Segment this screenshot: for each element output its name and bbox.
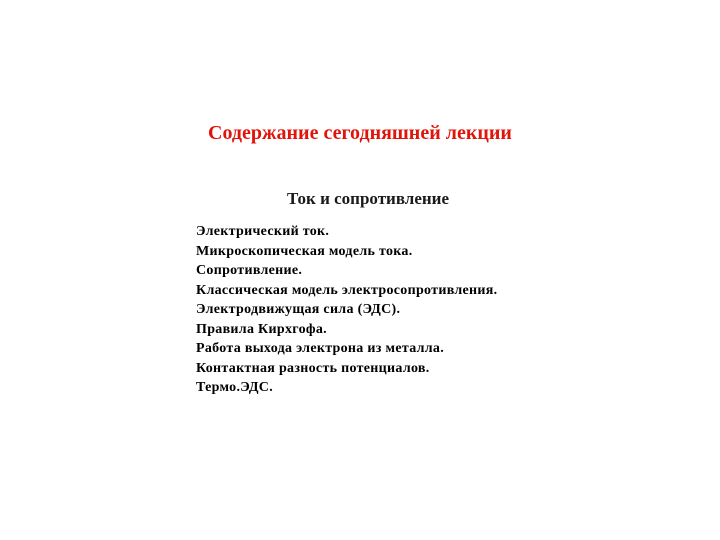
list-item: Правила Кирхгофа. bbox=[196, 321, 327, 337]
topic-list bbox=[196, 222, 497, 398]
list-item: Микроскопическая модель тока. bbox=[196, 243, 413, 259]
list-item: Контактная разность потенциалов. bbox=[196, 360, 430, 376]
list-item: Электродвижущая сила (ЭДС). bbox=[196, 302, 401, 317]
list-item: Сопротивление. bbox=[196, 263, 303, 278]
list-item: Электрический ток. bbox=[196, 224, 330, 239]
list-item: Термо.ЭДС. bbox=[196, 380, 274, 395]
list-item: Классическая модель электросопротивления. bbox=[196, 282, 498, 298]
list-item: Работа выхода электрона из металла. bbox=[196, 341, 445, 356]
slide-title: Содержание сегодняшней лекции bbox=[208, 122, 512, 144]
slide-subtitle: Ток и сопротивление bbox=[286, 189, 450, 208]
